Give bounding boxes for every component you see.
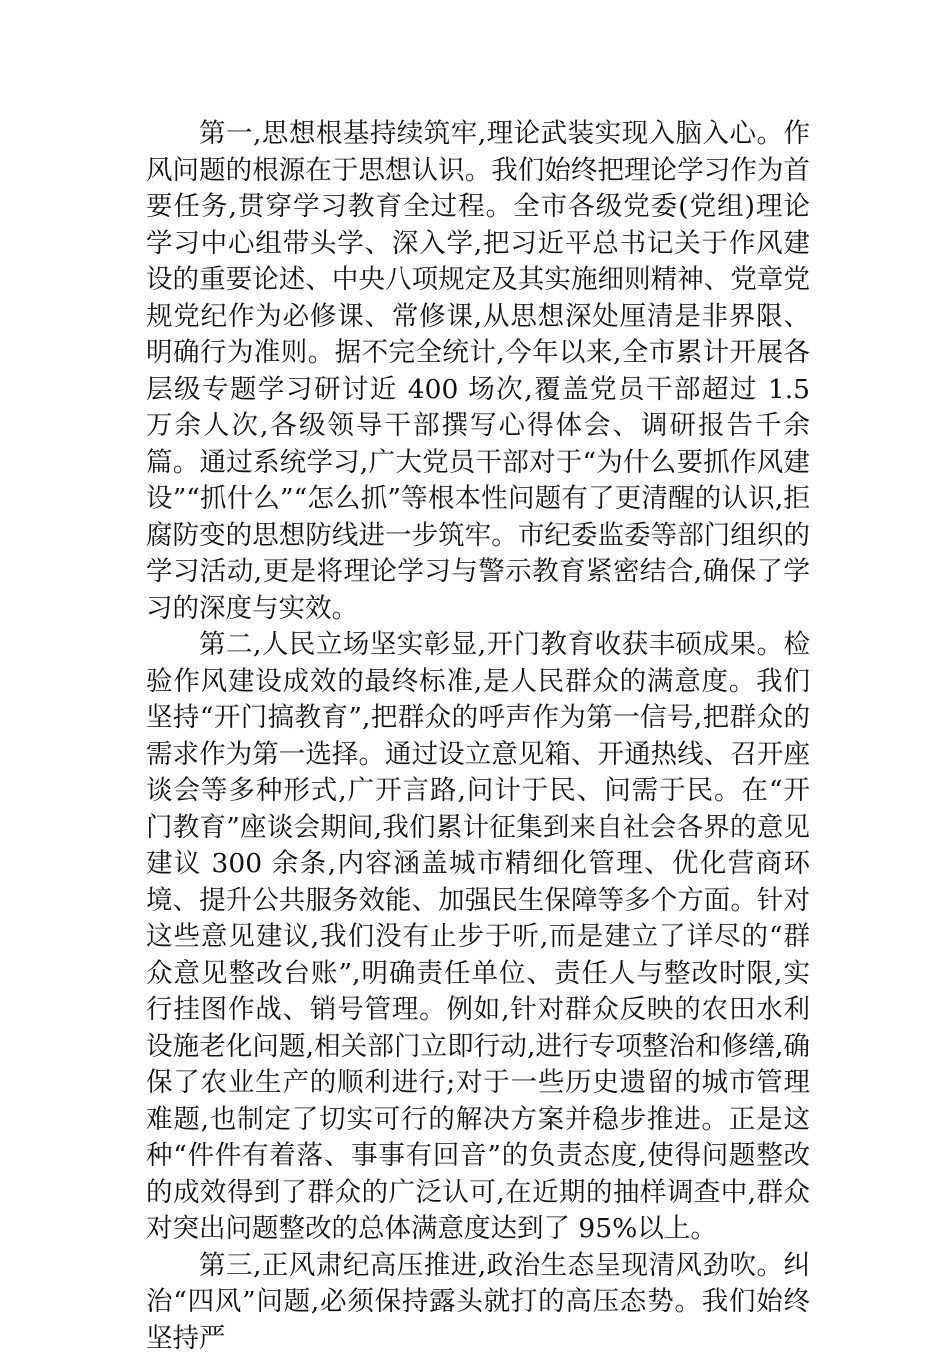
paragraph-2: 第二,人民立场坚实彰显,开门教育收获丰硕成果。检验作风建设成效的最终标准,是人民群众的满意度。我们坚持“开门搞教育”,把群众的呼声作为第一信号,把群众的需求作为第一选择。通过设立意见箱、开通热线、召开座谈会等多种形式,广开言路,问计于民、问需于民。在“开门教育”座谈会期间,我们累计征集到来自社会各界的意见建议 300 余条,内容涵盖城市精细化管理、优化营商环境、提升公共服务效能、加强民生保障等多个方面。针对这些意见建议,我们没有止步于听,而是建立了详尽的“群众意见整改台账”,明确责任单位、责任人与整改时限,实行挂图作战、销号管理。例如,针对群众反映的农田水利设施老化问题,相关部门立即行动,进行专项整治和修缮,确保了农业生产的顺利进行;对于一些历史遗留的城市管理难题,也制定了切实可行的解决方案并稳步推进。正是这种“件件有着落、事事有回音”的负责态度,使得问题整改的成效得到了群众的广泛认可,在近期的抽样调查中,群众对突出问题整改的总体满意度达到了 95%以上。 [146, 627, 810, 1248]
document-body [146, 116, 810, 1357]
paragraph-3: 第三,正风肃纪高压推进,政治生态呈现清风劲吹。纠治“四风”问题,必须保持露头就打的高压态势。我们始终坚持严 [146, 1248, 810, 1357]
paragraph-1: 第一,思想根基持续筑牢,理论武装实现入脑入心。作风问题的根源在于思想认识。我们始终把理论学习作为首要任务,贯穿学习教育全过程。全市各级党委(党组)理论学习中心组带头学、深入学,把习近平总书记关于作风建设的重要论述、中央八项规定及其实施细则精神、党章党规党纪作为必修课、常修课,从思想深处厘清是非界限、明确行为准则。据不完全统计,今年以来,全市累计开展各层级专题学习研讨近 400 场次,覆盖党员干部超过 1.5 万余人次,各级领导干部撰写心得体会、调研报告千余篇。通过系统学习,广大党员干部对于“为什么要抓作风建设”“抓什么”“怎么抓”等根本性问题有了更清醒的认识,拒腐防变的思想防线进一步筑牢。市纪委监委等部门组织的学习活动,更是将理论学习与警示教育紧密结合,确保了学习的深度与实效。 [146, 116, 810, 627]
